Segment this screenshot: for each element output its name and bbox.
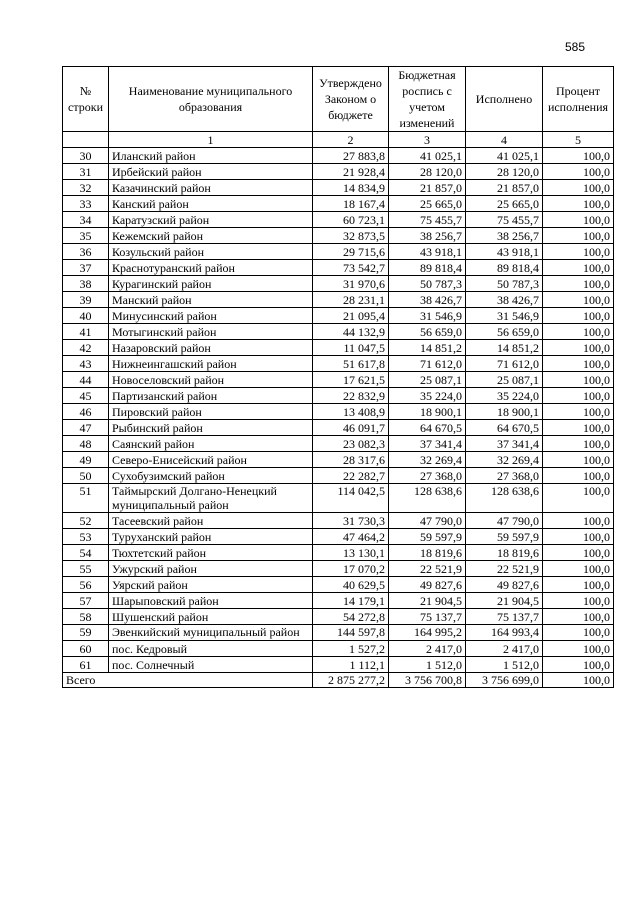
header-budget-schedule: Бюджетная роспись с учетом изменений: [389, 67, 466, 132]
schedule-cell: 164 995,2: [389, 625, 466, 641]
executed-cell: 2 417,0: [466, 641, 543, 657]
executed-cell: 38 256,7: [466, 228, 543, 244]
percent-cell: 100,0: [543, 244, 614, 260]
table-row: [63, 228, 614, 244]
schedule-cell: 75 455,7: [389, 212, 466, 228]
executed-cell: 1 512,0: [466, 657, 543, 673]
column-number: 2: [313, 132, 389, 148]
schedule-cell: 38 426,7: [389, 292, 466, 308]
percent-cell: 100,0: [543, 372, 614, 388]
column-number-blank: [63, 132, 109, 148]
row-number-cell: 48: [63, 436, 109, 452]
percent-cell: 100,0: [543, 356, 614, 372]
executed-cell: 32 269,4: [466, 452, 543, 468]
executed-cell: 35 224,0: [466, 388, 543, 404]
approved-cell: 44 132,9: [313, 324, 389, 340]
approved-cell: 21 095,4: [313, 308, 389, 324]
schedule-cell: 18 819,6: [389, 545, 466, 561]
percent-cell: 100,0: [543, 625, 614, 641]
approved-cell: 13 408,9: [313, 404, 389, 420]
row-number-cell: 42: [63, 340, 109, 356]
table-row: [63, 561, 614, 577]
percent-cell: 100,0: [543, 228, 614, 244]
row-number-cell: 52: [63, 513, 109, 529]
municipality-name-cell: Северо-Енисейский район: [109, 452, 313, 468]
table-row: [63, 436, 614, 452]
executed-cell: 89 818,4: [466, 260, 543, 276]
executed-cell: 27 368,0: [466, 468, 543, 484]
municipality-name-cell: Курагинский район: [109, 276, 313, 292]
budget-execution-table: [62, 66, 614, 688]
column-number: 3: [389, 132, 466, 148]
percent-cell: 100,0: [543, 404, 614, 420]
row-number-cell: 30: [63, 148, 109, 164]
row-number-cell: 46: [63, 404, 109, 420]
approved-cell: 22 832,9: [313, 388, 389, 404]
municipality-name-cell: Иланский район: [109, 148, 313, 164]
row-number-cell: 54: [63, 545, 109, 561]
schedule-cell: 14 851,2: [389, 340, 466, 356]
total-percent: 100,0: [543, 673, 614, 688]
table-row: [63, 657, 614, 673]
approved-cell: 31 970,6: [313, 276, 389, 292]
municipality-name-cell: Эвенкийский муниципальный район: [109, 625, 313, 641]
municipality-name-cell: Новоселовский район: [109, 372, 313, 388]
table-row: [63, 513, 614, 529]
schedule-cell: 1 512,0: [389, 657, 466, 673]
row-number-cell: 53: [63, 529, 109, 545]
row-number-cell: 51: [63, 484, 109, 513]
schedule-cell: 31 546,9: [389, 308, 466, 324]
row-number-cell: 59: [63, 625, 109, 641]
row-number-cell: 60: [63, 641, 109, 657]
schedule-cell: 25 087,1: [389, 372, 466, 388]
table-row: [63, 148, 614, 164]
schedule-cell: 21 857,0: [389, 180, 466, 196]
row-number-cell: 31: [63, 164, 109, 180]
approved-cell: 51 617,8: [313, 356, 389, 372]
table-row: [63, 593, 614, 609]
approved-cell: 29 715,6: [313, 244, 389, 260]
executed-cell: 43 918,1: [466, 244, 543, 260]
municipality-name-cell: Тюхтетский район: [109, 545, 313, 561]
approved-cell: 14 179,1: [313, 593, 389, 609]
executed-cell: 21 857,0: [466, 180, 543, 196]
table-row: [63, 308, 614, 324]
percent-cell: 100,0: [543, 420, 614, 436]
schedule-cell: 56 659,0: [389, 324, 466, 340]
executed-cell: 28 120,0: [466, 164, 543, 180]
column-number: 5: [543, 132, 614, 148]
row-number-cell: 39: [63, 292, 109, 308]
executed-cell: 21 904,5: [466, 593, 543, 609]
table-row: [63, 452, 614, 468]
approved-cell: 18 167,4: [313, 196, 389, 212]
table-row: [63, 180, 614, 196]
row-number-cell: 40: [63, 308, 109, 324]
municipality-name-cell: Ужурский район: [109, 561, 313, 577]
percent-cell: 100,0: [543, 196, 614, 212]
header-approved: Утверждено Законом о бюджете: [313, 67, 389, 132]
approved-cell: 28 317,6: [313, 452, 389, 468]
municipality-name-cell: Сухобузимский район: [109, 468, 313, 484]
municipality-name-cell: Таймырский Долгано-Ненецкий муниципальный район: [109, 484, 313, 513]
approved-cell: 31 730,3: [313, 513, 389, 529]
approved-cell: 60 723,1: [313, 212, 389, 228]
schedule-cell: 35 224,0: [389, 388, 466, 404]
executed-cell: 22 521,9: [466, 561, 543, 577]
municipality-name-cell: Шарыповский район: [109, 593, 313, 609]
row-number-cell: 36: [63, 244, 109, 260]
table-body: [63, 148, 614, 673]
table-row: [63, 468, 614, 484]
page-number: 585: [565, 40, 586, 54]
approved-cell: 46 091,7: [313, 420, 389, 436]
percent-cell: 100,0: [543, 484, 614, 513]
executed-cell: 31 546,9: [466, 308, 543, 324]
schedule-cell: 64 670,5: [389, 420, 466, 436]
total-schedule: 3 756 700,8: [389, 673, 466, 688]
approved-cell: 27 883,8: [313, 148, 389, 164]
percent-cell: 100,0: [543, 292, 614, 308]
header-row-number: № строки: [63, 67, 109, 132]
municipality-name-cell: Туруханский район: [109, 529, 313, 545]
table-row: [63, 324, 614, 340]
municipality-name-cell: Краснотуранский район: [109, 260, 313, 276]
table-row: [63, 292, 614, 308]
executed-cell: 64 670,5: [466, 420, 543, 436]
municipality-name-cell: Ирбейский район: [109, 164, 313, 180]
municipality-name-cell: Каратузский район: [109, 212, 313, 228]
row-number-cell: 45: [63, 388, 109, 404]
approved-cell: 144 597,8: [313, 625, 389, 641]
row-number-cell: 50: [63, 468, 109, 484]
row-number-cell: 55: [63, 561, 109, 577]
percent-cell: 100,0: [543, 308, 614, 324]
executed-cell: 75 137,7: [466, 609, 543, 625]
percent-cell: 100,0: [543, 577, 614, 593]
row-number-cell: 57: [63, 593, 109, 609]
municipality-name-cell: Назаровский район: [109, 340, 313, 356]
approved-cell: 1 527,2: [313, 641, 389, 657]
approved-cell: 54 272,8: [313, 609, 389, 625]
table-row: [63, 404, 614, 420]
percent-cell: 100,0: [543, 657, 614, 673]
row-number-cell: 43: [63, 356, 109, 372]
row-number-cell: 38: [63, 276, 109, 292]
municipality-name-cell: Кежемский район: [109, 228, 313, 244]
percent-cell: 100,0: [543, 561, 614, 577]
percent-cell: 100,0: [543, 593, 614, 609]
row-number-cell: 34: [63, 212, 109, 228]
percent-cell: 100,0: [543, 468, 614, 484]
approved-cell: 11 047,5: [313, 340, 389, 356]
row-number-cell: 32: [63, 180, 109, 196]
municipality-name-cell: Канский район: [109, 196, 313, 212]
row-number-cell: 49: [63, 452, 109, 468]
municipality-name-cell: Нижнеингашский район: [109, 356, 313, 372]
schedule-cell: 2 417,0: [389, 641, 466, 657]
approved-cell: 23 082,3: [313, 436, 389, 452]
schedule-cell: 18 900,1: [389, 404, 466, 420]
percent-cell: 100,0: [543, 324, 614, 340]
executed-cell: 14 851,2: [466, 340, 543, 356]
executed-cell: 25 665,0: [466, 196, 543, 212]
schedule-cell: 128 638,6: [389, 484, 466, 513]
municipality-name-cell: Козульский район: [109, 244, 313, 260]
approved-cell: 22 282,7: [313, 468, 389, 484]
schedule-cell: 75 137,7: [389, 609, 466, 625]
schedule-cell: 27 368,0: [389, 468, 466, 484]
percent-cell: 100,0: [543, 164, 614, 180]
column-number: 4: [466, 132, 543, 148]
table-row: [63, 388, 614, 404]
schedule-cell: 22 521,9: [389, 561, 466, 577]
total-row: [63, 673, 614, 688]
schedule-cell: 32 269,4: [389, 452, 466, 468]
executed-cell: 71 612,0: [466, 356, 543, 372]
schedule-cell: 89 818,4: [389, 260, 466, 276]
column-numbers-row: [63, 132, 614, 148]
row-number-cell: 56: [63, 577, 109, 593]
schedule-cell: 43 918,1: [389, 244, 466, 260]
percent-cell: 100,0: [543, 180, 614, 196]
approved-cell: 21 928,4: [313, 164, 389, 180]
approved-cell: 28 231,1: [313, 292, 389, 308]
executed-cell: 49 827,6: [466, 577, 543, 593]
schedule-cell: 47 790,0: [389, 513, 466, 529]
municipality-name-cell: Мотыгинский район: [109, 324, 313, 340]
executed-cell: 37 341,4: [466, 436, 543, 452]
table-row: [63, 356, 614, 372]
table-row: [63, 372, 614, 388]
municipality-name-cell: Саянский район: [109, 436, 313, 452]
approved-cell: 17 621,5: [313, 372, 389, 388]
table-row: [63, 212, 614, 228]
municipality-name-cell: Партизанский район: [109, 388, 313, 404]
approved-cell: 32 873,5: [313, 228, 389, 244]
table-row: [63, 577, 614, 593]
schedule-cell: 59 597,9: [389, 529, 466, 545]
executed-cell: 59 597,9: [466, 529, 543, 545]
executed-cell: 47 790,0: [466, 513, 543, 529]
percent-cell: 100,0: [543, 641, 614, 657]
approved-cell: 73 542,7: [313, 260, 389, 276]
percent-cell: 100,0: [543, 276, 614, 292]
municipality-name-cell: пос. Солнечный: [109, 657, 313, 673]
schedule-cell: 41 025,1: [389, 148, 466, 164]
percent-cell: 100,0: [543, 212, 614, 228]
total-approved: 2 875 277,2: [313, 673, 389, 688]
row-number-cell: 41: [63, 324, 109, 340]
percent-cell: 100,0: [543, 545, 614, 561]
executed-cell: 25 087,1: [466, 372, 543, 388]
table-row: [63, 609, 614, 625]
approved-cell: 1 112,1: [313, 657, 389, 673]
row-number-cell: 37: [63, 260, 109, 276]
municipality-name-cell: Рыбинский район: [109, 420, 313, 436]
table-row: [63, 260, 614, 276]
executed-cell: 75 455,7: [466, 212, 543, 228]
table-row: [63, 340, 614, 356]
table-row: [63, 641, 614, 657]
row-number-cell: 33: [63, 196, 109, 212]
executed-cell: 128 638,6: [466, 484, 543, 513]
percent-cell: 100,0: [543, 513, 614, 529]
table-row: [63, 545, 614, 561]
municipality-name-cell: Манский район: [109, 292, 313, 308]
table-row: [63, 244, 614, 260]
table-row: [63, 484, 614, 513]
schedule-cell: 50 787,3: [389, 276, 466, 292]
table-row: [63, 420, 614, 436]
approved-cell: 14 834,9: [313, 180, 389, 196]
row-number-cell: 61: [63, 657, 109, 673]
table-row: [63, 164, 614, 180]
table-row: [63, 529, 614, 545]
percent-cell: 100,0: [543, 436, 614, 452]
approved-cell: 17 070,2: [313, 561, 389, 577]
schedule-cell: 37 341,4: [389, 436, 466, 452]
municipality-name-cell: Уярский район: [109, 577, 313, 593]
executed-cell: 164 993,4: [466, 625, 543, 641]
total-executed: 3 756 699,0: [466, 673, 543, 688]
percent-cell: 100,0: [543, 529, 614, 545]
municipality-name-cell: Минусинский район: [109, 308, 313, 324]
schedule-cell: 71 612,0: [389, 356, 466, 372]
municipality-name-cell: Казачинский район: [109, 180, 313, 196]
header-executed: Исполнено: [466, 67, 543, 132]
row-number-cell: 58: [63, 609, 109, 625]
executed-cell: 50 787,3: [466, 276, 543, 292]
approved-cell: 114 042,5: [313, 484, 389, 513]
percent-cell: 100,0: [543, 260, 614, 276]
approved-cell: 13 130,1: [313, 545, 389, 561]
municipality-name-cell: пос. Кедровый: [109, 641, 313, 657]
percent-cell: 100,0: [543, 388, 614, 404]
executed-cell: 56 659,0: [466, 324, 543, 340]
percent-cell: 100,0: [543, 148, 614, 164]
table-header-row: [63, 67, 614, 132]
table-row: [63, 625, 614, 641]
table-row: [63, 276, 614, 292]
approved-cell: 47 464,2: [313, 529, 389, 545]
executed-cell: 18 900,1: [466, 404, 543, 420]
municipality-name-cell: Пировский район: [109, 404, 313, 420]
schedule-cell: 21 904,5: [389, 593, 466, 609]
percent-cell: 100,0: [543, 452, 614, 468]
approved-cell: 40 629,5: [313, 577, 389, 593]
row-number-cell: 35: [63, 228, 109, 244]
schedule-cell: 49 827,6: [389, 577, 466, 593]
schedule-cell: 25 665,0: [389, 196, 466, 212]
percent-cell: 100,0: [543, 609, 614, 625]
executed-cell: 18 819,6: [466, 545, 543, 561]
schedule-cell: 38 256,7: [389, 228, 466, 244]
executed-cell: 41 025,1: [466, 148, 543, 164]
header-municipality-name: Наименование муниципального образования: [109, 67, 313, 132]
total-label: Всего: [63, 673, 313, 688]
column-number: 1: [109, 132, 313, 148]
table-row: [63, 196, 614, 212]
row-number-cell: 44: [63, 372, 109, 388]
schedule-cell: 28 120,0: [389, 164, 466, 180]
municipality-name-cell: Шушенский район: [109, 609, 313, 625]
header-execution-percent: Процент исполнения: [543, 67, 614, 132]
executed-cell: 38 426,7: [466, 292, 543, 308]
municipality-name-cell: Тасеевский район: [109, 513, 313, 529]
percent-cell: 100,0: [543, 340, 614, 356]
row-number-cell: 47: [63, 420, 109, 436]
